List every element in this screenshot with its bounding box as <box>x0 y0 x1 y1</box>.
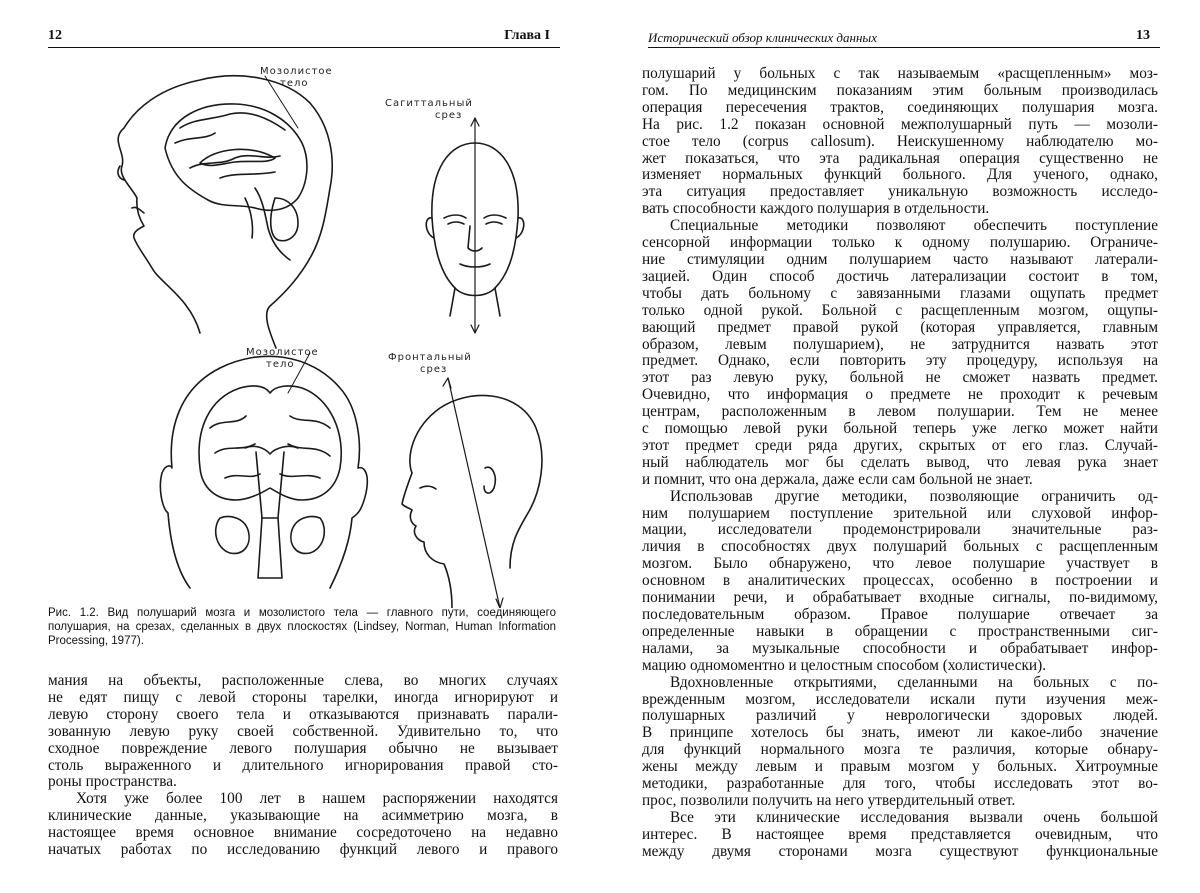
label-frontal-2: срез <box>420 364 448 375</box>
text-line: методики, разработанные для того, чтобы исследовать этот во- <box>642 776 1158 793</box>
chapter-title: Глава I <box>504 28 550 43</box>
text-line: ние стимуляции одним полушарием часто называют латерали- <box>642 251 1158 268</box>
right-page-text <box>642 66 1158 861</box>
text-line: Хотя уже более 100 лет в нашем распоряжении находятся <box>76 791 558 808</box>
text-line: основном в аналитических процессах, особенно в построении и <box>642 573 1158 590</box>
text-line: сходное повреждение левого полушария обычно не вызывает <box>48 740 558 757</box>
label-corpus-callosum-top-1: Мозолистое <box>260 66 333 77</box>
label-sagittal-1: Сагиттальный <box>385 98 473 109</box>
figure-caption: Рис. 1.2. Вид полушарий мозга и мозолистого тела — главного пути, соединяющего полушария, на срезах, сделанных в двух плоскостях (Lindsey, Norman, Human Information Processing, 1977). <box>48 607 556 647</box>
text-line: зованную левую руку своей собственной. Удивительно то, что <box>48 723 558 740</box>
text-line: В принципе хотелось бы знать, имеют ли какое-либо значение <box>642 725 1158 742</box>
text-line: настоящее время основное внимание сосредоточено на недавно <box>48 825 558 842</box>
text-line: роны пространства. <box>48 774 177 791</box>
text-line: столь выраженного и длительного игнорирования правой сто- <box>48 757 558 774</box>
coronal-brain-drawing <box>160 353 367 588</box>
label-sagittal-2: срез <box>435 110 463 121</box>
text-line: Вдохновленные открытиями, сделанными на больных с по- <box>670 674 1158 691</box>
text-line: прос, позволили получить на него утвердительный ответ. <box>642 792 1016 809</box>
page-number-right: 13 <box>1136 28 1150 43</box>
text-line: ним полушарием поступление зрительной или слуховой инфор- <box>642 505 1158 522</box>
text-line: налами, за музыкальные способности и обрабатывает инфор- <box>642 640 1158 657</box>
running-head-right <box>648 27 1160 48</box>
text-line: жет показаться, что эта радикальная операция существенно не <box>642 150 1158 167</box>
text-line: сенсорной информации только к одному полушарию. Ограниче- <box>642 235 1158 252</box>
text-line: врежденным мозгом, исследователи искали пути изучения меж- <box>642 691 1158 708</box>
frontal-face-drawing <box>426 118 524 333</box>
label-corpus-callosum-bottom-1: Мозолистое <box>246 347 319 358</box>
text-line: мозгом. Было обнаружено, что левое полушарие участвует в <box>642 556 1158 573</box>
figure-1-2 <box>40 48 560 608</box>
text-line: для функций нормального мозга те различия, которые обнару- <box>642 742 1158 759</box>
text-line: с помощью левой руки больной теперь уже легко может найти <box>642 421 1158 438</box>
text-line: образом, левым полушарием), не затруднится назвать этот <box>642 336 1158 353</box>
text-line: стое тело (corpus callosum). Неискушенному наблюдателю мо- <box>642 133 1158 150</box>
text-line: Использовав другие методики, позволяющие ограничить од- <box>670 488 1158 505</box>
text-line: не едят пищу с левой стороны тарелки, иногда игнорируют и <box>48 689 558 706</box>
text-line: полушарных различий у неврологически здоровых людей. <box>642 708 1158 725</box>
text-line: вающий предмет правой рукой (которая управляется, главным <box>642 319 1158 336</box>
text-line: определенные навыки в обращении с пространственными сиг- <box>642 623 1158 640</box>
text-line: зацией. Один способ достичь латерализации состоит в том, <box>642 268 1158 285</box>
figure-labels <box>246 66 473 375</box>
text-line: мания на объекты, расположенные слева, во многих случаях <box>48 673 558 689</box>
text-line: последовательным образом. Правое полушарие отвечает за <box>642 607 1158 623</box>
text-line: гом. По медицинским показаниям этим больным производилась <box>642 82 1158 99</box>
text-line: чтобы дать больному с завязанными глазами ощупать предмет <box>642 285 1158 302</box>
text-line: левую сторону своего тела и отказываются признавать парали- <box>48 706 558 723</box>
text-line: и помнит, что она держала, даже если сам больной не знает. <box>642 471 1033 488</box>
text-line: мацию одномоментно и целостным способом (холистически). <box>642 657 1047 674</box>
text-line: предмет. Однако, если повторить эту процедуру, используя на <box>642 353 1158 370</box>
running-head-left <box>48 27 560 48</box>
text-line: начатых работах по исследованию функций левого и правого <box>48 842 558 859</box>
text-line: личия в способностях двух полушарий больных с расщепленным <box>642 539 1158 556</box>
page-number-left: 12 <box>48 28 62 43</box>
text-line: ный наблюдатель мог бы сделать вывод, что левая рука знает <box>642 454 1158 471</box>
text-line: этот раз левую руку, больной не сможет назвать предмет. <box>642 370 1158 387</box>
label-corpus-callosum-bottom-2: тело <box>266 359 295 370</box>
profile-bald-head-drawing <box>402 378 542 608</box>
text-line: эта ситуация предоставляет уникальную возможность исследо- <box>642 184 1158 201</box>
text-line: только одной рукой. Больной с расщепленным мозгом, ощупы- <box>642 302 1158 319</box>
text-line: между двумя сторонами мозга существуют функциональные <box>642 843 1158 860</box>
profile-head-drawing <box>118 76 332 348</box>
label-frontal-1: Фронтальный <box>388 352 472 363</box>
section-title: Исторический обзор клинических данных <box>648 30 877 45</box>
left-page-text <box>48 673 558 859</box>
text-line: Специальные методики позволяют обеспечить поступление <box>670 218 1158 235</box>
text-line: жены между левым и правым мозгом у больных. Хитроумные <box>642 759 1158 776</box>
text-line: изменяет нормальных функций больного. Для ученого, однако, <box>642 167 1158 184</box>
brain-illustration <box>40 48 560 608</box>
text-line: центрам, расположенным в левом полушарии. Тем не менее <box>642 404 1158 421</box>
text-line: операция пересечения трактов, соединяющих полушария мозга. <box>642 99 1158 116</box>
label-corpus-callosum-top-2: тело <box>280 78 309 89</box>
text-line: Все эти клинические исследования вызвали очень большой <box>670 809 1158 826</box>
text-line: интерес. В настоящее время представляется очевидным, что <box>642 826 1158 843</box>
text-line: полушарий у больных с так называемым «расщепленным» моз- <box>642 66 1158 82</box>
text-line: мации, исследователи продемонстрировали значительные раз- <box>642 522 1158 539</box>
text-line: этот предмет среди ряда других, скрытых от его глаз. Случай- <box>642 437 1158 454</box>
right-page <box>640 0 1160 893</box>
text-line: На рис. 1.2 показан основной межполушарный путь — мозоли- <box>642 116 1158 133</box>
text-line: вать способности каждого полушария в отдельности. <box>642 201 990 218</box>
text-line: понимании речи, и обрабатывает входные сигналы, по-видимому, <box>642 590 1158 607</box>
text-line: Очевидно, что информация о предмете не проходит к речевым <box>642 387 1158 404</box>
left-page <box>40 0 560 893</box>
text-line: клинические данные, указывающие на асимметрию мозга, в <box>48 808 558 825</box>
